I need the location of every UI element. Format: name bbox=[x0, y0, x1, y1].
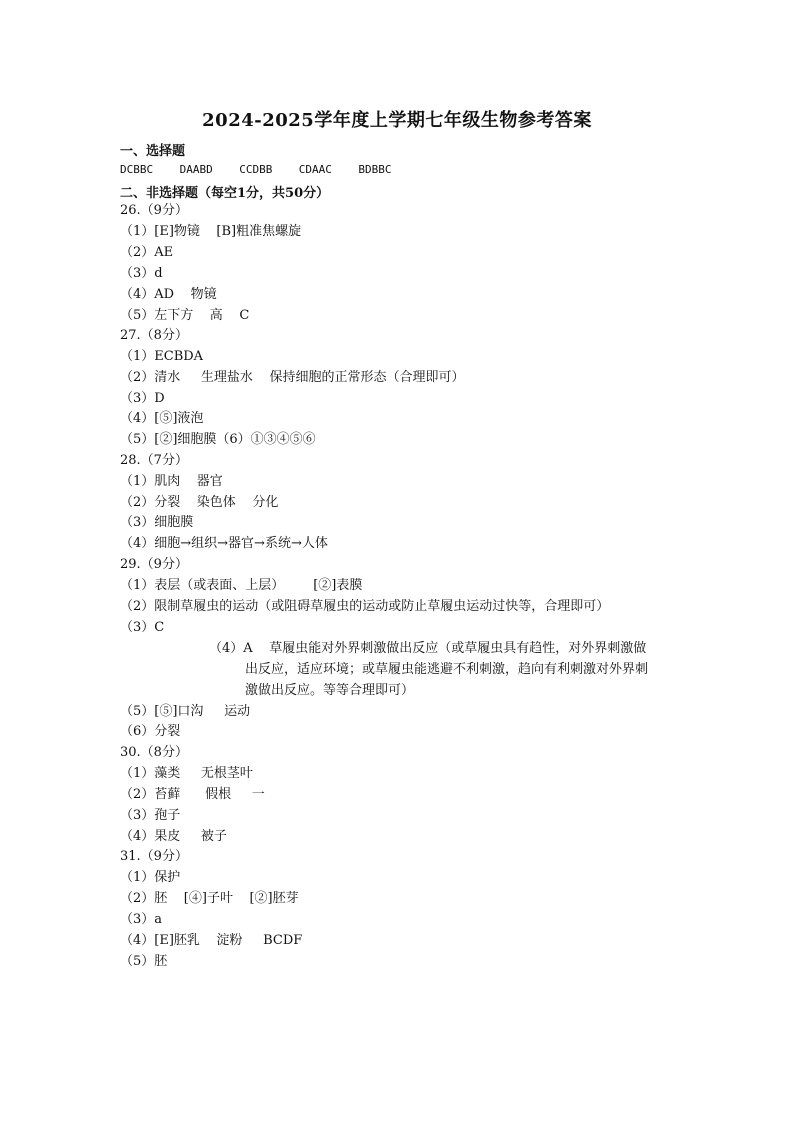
answer-line: （2）清水 生理盐水 保持细胞的正常形态（合理即可） bbox=[120, 370, 465, 385]
answer-line: （4）[E]胚乳 淀粉 BCDF bbox=[120, 933, 303, 948]
answer-line: 28.（7分） bbox=[120, 453, 188, 468]
answer-line: （1）[E]物镜 [B]粗准焦螺旋 bbox=[120, 224, 302, 239]
answer-line: （1）保护 bbox=[120, 870, 181, 885]
answer-line-q29-4-cont: 出反应，适应环境；或草履虫能逃避不利刺激，趋向有利刺激对外界刺 bbox=[245, 662, 649, 677]
answer-line: （4）[⑤]液泡 bbox=[120, 411, 204, 426]
answer-line: （3）d bbox=[120, 266, 163, 281]
answer-line: 27.（8分） bbox=[120, 328, 188, 343]
answer-line: （3）C bbox=[120, 620, 165, 635]
answer-line: （5）[②]细胞膜（6）①③④⑤⑥ bbox=[120, 432, 316, 447]
answer-line: （1）表层（或表面、上层） [②]表膜 bbox=[120, 578, 363, 593]
answer-line: （5）[⑤]口沟 运动 bbox=[120, 704, 251, 719]
answer-line: （2）AE bbox=[120, 245, 174, 260]
answer-line-q29-4-cont: 激做出反应。等等合理即可） bbox=[245, 683, 415, 698]
choice-answers: DCBBC DAABD CCDBB CDAAC BDBBC bbox=[120, 163, 392, 176]
section-nonchoice-heading: 二、非选择题（每空1分，共50分） bbox=[120, 186, 330, 201]
page-title: 2024-2025学年度上学期七年级生物参考答案 bbox=[202, 110, 592, 131]
section-choice-heading: 一、选择题 bbox=[120, 144, 186, 159]
answer-line: （3）细胞膜 bbox=[120, 515, 194, 530]
answer-line: 29.（9分） bbox=[120, 557, 188, 572]
answer-line: 26.（9分） bbox=[120, 203, 188, 218]
answer-line: （1）ECBDA bbox=[120, 349, 204, 364]
answer-line: （4）细胞→组织→器官→系统→人体 bbox=[120, 536, 328, 551]
answer-line: （1）藻类 无根茎叶 bbox=[120, 766, 253, 781]
answer-line: 30.（8分） bbox=[120, 745, 188, 760]
answer-line: （2）苔藓 假根 一 bbox=[120, 787, 265, 802]
answer-line: （4）AD 物镜 bbox=[120, 287, 217, 302]
answer-line: 31.（9分） bbox=[120, 849, 188, 864]
answer-line: （3）孢子 bbox=[120, 808, 181, 823]
answer-line: （1）肌肉 器官 bbox=[120, 474, 223, 489]
answer-line: （6）分裂 bbox=[120, 724, 181, 739]
answer-line-q29-4: （4）A 草履虫能对外界刺激做出反应（或草履虫具有趋性，对外界刺激做 bbox=[209, 641, 647, 656]
answer-line: （3）a bbox=[120, 912, 163, 927]
answer-line: （5）左下方 高 C bbox=[120, 308, 250, 323]
answer-line: （4）果皮 被子 bbox=[120, 829, 227, 844]
answer-line: （2）限制草履虫的运动（或阻碍草履虫的运动或防止草履虫运动过快等，合理即可） bbox=[120, 599, 610, 614]
answer-line: （2）分裂 染色体 分化 bbox=[120, 495, 279, 510]
answer-line: （2）胚 [④]子叶 [②]胚芽 bbox=[120, 891, 299, 906]
answer-line: （3）D bbox=[120, 391, 165, 406]
answer-line: （5）胚 bbox=[120, 954, 168, 969]
